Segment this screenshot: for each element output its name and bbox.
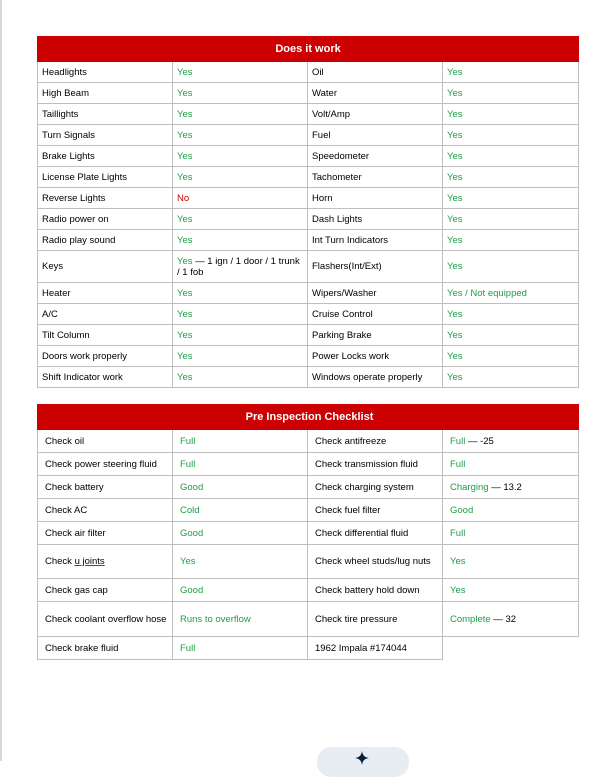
item-label[interactable]: Check transmission fluid [308,453,443,476]
table-row [38,188,579,209]
value-status: Charging [450,481,489,493]
sparkle-icon[interactable] [355,751,369,765]
item-label[interactable]: Heater [38,283,173,304]
value-note: — 1 ign / 1 door / 1 trunk / 1 fob [177,255,300,278]
item-label[interactable]: High Beam [38,83,173,104]
item-label[interactable]: Int Turn Indicators [308,230,443,251]
item-value[interactable]: No [173,188,308,209]
item-value[interactable]: Yes [173,545,308,579]
item-label[interactable]: Brake Lights [38,146,173,167]
item-label[interactable]: Turn Signals [38,125,173,146]
table-row [38,346,579,367]
item-label[interactable]: Taillights [38,104,173,125]
item-label[interactable]: Power Locks work [308,346,443,367]
item-value[interactable]: Yes [173,62,308,83]
table-row [38,146,579,167]
item-value[interactable]: Runs to overflow [173,602,308,637]
item-value[interactable]: Yes [443,325,579,346]
label-text: Check [45,556,75,567]
item-value[interactable]: Yes [443,62,579,83]
table-row [38,430,579,453]
item-label[interactable]: Oil [308,62,443,83]
item-value[interactable]: Yes [443,188,579,209]
item-label[interactable]: Check brake fluid [38,637,173,660]
item-label[interactable]: Tachometer [308,167,443,188]
item-value[interactable] [443,476,579,499]
item-label[interactable]: Check differential fluid [308,522,443,545]
item-label[interactable]: Check air filter [38,522,173,545]
item-label[interactable]: Speedometer [308,146,443,167]
table-row [38,579,579,602]
table-row [38,304,579,325]
item-value[interactable]: Full [173,430,308,453]
item-value[interactable] [443,602,579,637]
empty-cell [443,637,579,660]
item-label[interactable]: Fuel [308,125,443,146]
table-row [38,637,579,660]
table-row [38,522,579,545]
item-label[interactable]: Shift Indicator work [38,367,173,388]
item-value[interactable]: Yes [443,125,579,146]
does-it-work-table [37,36,579,388]
item-value[interactable]: Yes [173,304,308,325]
item-value[interactable]: Yes [173,146,308,167]
item-label[interactable]: A/C [38,304,173,325]
item-label[interactable]: Check gas cap [38,579,173,602]
value-note: — 13.2 [488,481,522,493]
value-note: — 32 [490,613,517,625]
table-row [38,453,579,476]
table-row [38,283,579,304]
item-value[interactable]: Cold [173,499,308,522]
item-label[interactable]: Flashers(Int/Ext) [308,251,443,283]
item-value[interactable]: Yes [443,104,579,125]
table-row [38,367,579,388]
item-value[interactable]: Yes [443,167,579,188]
item-label[interactable]: Headlights [38,62,173,83]
item-label[interactable]: Check battery hold down [308,579,443,602]
item-label[interactable]: Radio play sound [38,230,173,251]
item-value[interactable]: Yes [173,230,308,251]
item-value[interactable]: Yes [443,209,579,230]
table-row [38,104,579,125]
vehicle-id[interactable]: 1962 Impala #174044 [308,637,443,660]
item-value[interactable]: Good [173,579,308,602]
item-label[interactable]: Dash Lights [308,209,443,230]
item-label[interactable]: Tilt Column [38,325,173,346]
item-value[interactable] [173,251,308,283]
value-note: — -25 [465,435,494,447]
item-value[interactable]: Yes [443,579,579,602]
table-row [38,476,579,499]
item-value[interactable]: Yes [173,83,308,104]
table-row [38,325,579,346]
item-label[interactable]: Check power steering fluid [38,453,173,476]
page-left-border [0,0,2,761]
table-row [38,83,579,104]
item-value[interactable]: Yes [173,125,308,146]
item-value[interactable]: Yes [173,209,308,230]
item-label[interactable]: Check oil [38,430,173,453]
item-label[interactable]: Check antifreeze [308,430,443,453]
item-value[interactable]: Yes [443,230,579,251]
item-value[interactable]: Good [173,522,308,545]
item-label[interactable]: Wipers/Washer [308,283,443,304]
item-label[interactable]: Check charging system [308,476,443,499]
item-label[interactable]: Check tire pressure [308,602,443,637]
item-value[interactable]: Yes [443,304,579,325]
table-row [38,125,579,146]
item-value[interactable]: Good [443,499,579,522]
item-label[interactable]: Keys [38,251,173,283]
item-value[interactable]: Yes [443,545,579,579]
table-row [38,545,579,579]
pre-inspection-table [37,404,579,660]
item-label[interactable]: Volt/Amp [308,104,443,125]
table-row [38,251,579,283]
item-label[interactable]: License Plate Lights [38,167,173,188]
table-row [38,62,579,83]
table-row [38,602,579,637]
item-value[interactable] [443,430,579,453]
item-label[interactable]: Doors work properly [38,346,173,367]
table-row [38,167,579,188]
value-status: Complete [450,613,491,625]
item-label[interactable]: Cruise Control [308,304,443,325]
item-label[interactable]: Reverse Lights [38,188,173,209]
item-value[interactable]: Full [173,637,308,660]
item-label[interactable] [38,545,173,579]
value-status: Yes [177,255,193,267]
item-label[interactable]: Check wheel studs/lug nuts [308,545,443,579]
item-label[interactable]: Radio power on [38,209,173,230]
item-value[interactable]: Yes [173,167,308,188]
table-title: Does it work [38,37,579,62]
table-row [38,499,579,522]
item-label[interactable]: Check battery [38,476,173,499]
item-value[interactable]: Yes [173,346,308,367]
item-value[interactable]: Full [173,453,308,476]
item-value[interactable]: Yes [443,146,579,167]
table-title: Pre Inspection Checklist [38,405,579,430]
label-underlined-text: u joints [74,556,105,567]
item-value[interactable]: Yes [443,367,579,388]
value-status: Full [450,435,466,447]
item-value[interactable]: Yes [443,83,579,104]
item-value[interactable]: Full [443,453,579,476]
item-value[interactable]: Yes [173,367,308,388]
item-value[interactable]: Yes [443,251,579,283]
item-label[interactable]: Parking Brake [308,325,443,346]
item-value[interactable]: Full [443,522,579,545]
item-value[interactable]: Yes [173,325,308,346]
item-value[interactable]: Yes / Not equipped [443,283,579,304]
item-label[interactable]: Check fuel filter [308,499,443,522]
item-value[interactable]: Yes [443,346,579,367]
table-row [38,230,579,251]
item-value[interactable]: Good [173,476,308,499]
item-value[interactable]: Yes [173,104,308,125]
item-label[interactable]: Check coolant overflow hose [38,602,173,637]
item-label[interactable]: Check AC [38,499,173,522]
table-row [38,209,579,230]
item-value[interactable]: Yes [173,283,308,304]
item-label[interactable]: Windows operate properly [308,367,443,388]
item-label[interactable]: Water [308,83,443,104]
item-label[interactable]: Horn [308,188,443,209]
